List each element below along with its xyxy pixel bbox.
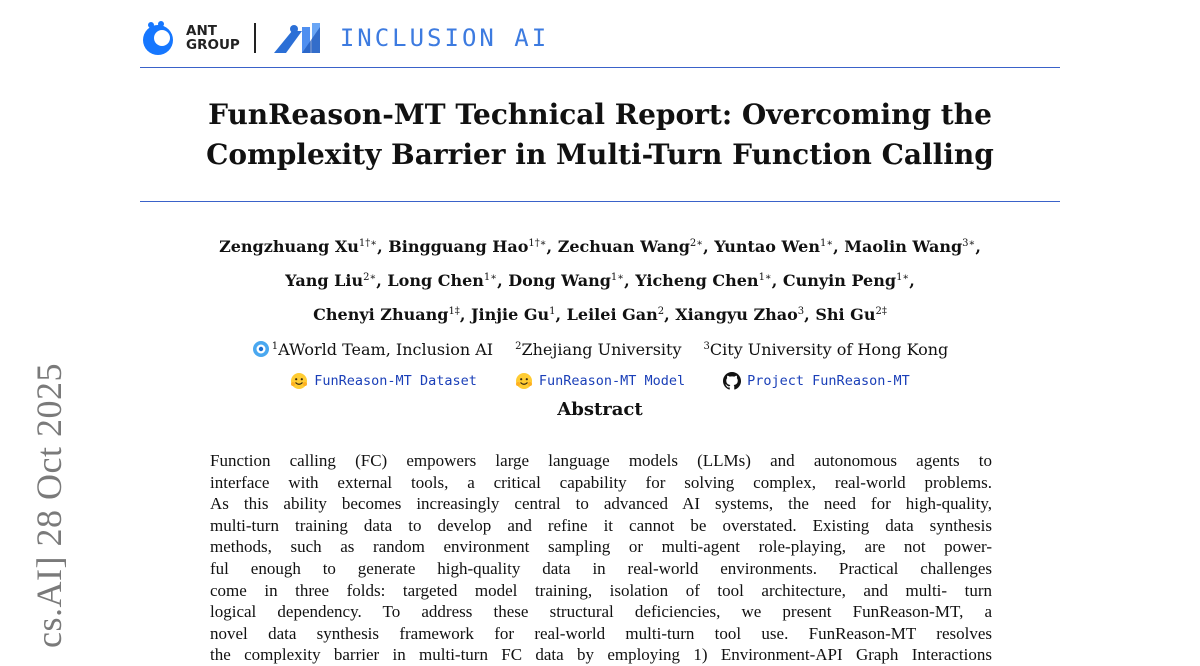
affiliation-number: 3 [703, 341, 710, 352]
ant-group-logo-icon [140, 20, 176, 56]
author-affiliation-marker: 1†∗ [528, 238, 547, 249]
author-name: Jinjie Gu [470, 305, 550, 324]
abstract-line: logical dependency. To address these structural deficiencies, we present FunReason-MT, a [210, 602, 992, 622]
affiliation-item [515, 340, 681, 359]
author-name: Bingguang Hao [388, 237, 529, 256]
resource-link-label: FunReason-MT Dataset [314, 373, 477, 389]
author-separator: , [703, 237, 715, 256]
author-affiliation-marker: 2‡ [875, 306, 887, 317]
author-separator: , [546, 237, 558, 256]
author-line [140, 298, 1060, 332]
author-name: Leilei Gan [566, 305, 658, 324]
author-name: Zengzhuang Xu [219, 237, 359, 256]
author-name: Yuntao Wen [714, 237, 820, 256]
resource-link-label: Project FunReason-MT [747, 373, 910, 389]
paper-title [140, 95, 1060, 175]
hugging-face-icon [290, 372, 308, 390]
author-separator: , [459, 305, 471, 324]
hugging-face-icon [515, 372, 533, 390]
ant-group-wordmark: ANT GROUP [186, 23, 240, 53]
abstract-heading: Abstract [557, 399, 643, 420]
author-affiliation-marker: 1∗ [610, 272, 625, 283]
affiliation-name: Zhejiang University [521, 340, 682, 359]
inclusion-ai-wordmark: INCLUSION AI [339, 24, 550, 52]
affiliation-number: 1 [271, 341, 279, 352]
author-name: Long Chen [387, 271, 484, 290]
header-divider-line [140, 67, 1060, 68]
author-name: Cunyin Peng [782, 271, 897, 290]
author-separator: , [497, 271, 509, 290]
github-icon [723, 372, 741, 390]
inclusion-ai-logo-icon [272, 21, 328, 55]
abstract-line: As this ability becomes increasingly central to advanced AI systems, the need for high-quality, [210, 494, 992, 514]
author-separator: , [376, 271, 388, 290]
author-line [140, 264, 1060, 298]
resource-link[interactable] [515, 372, 685, 390]
affiliation-name: City University of Hong Kong [709, 340, 949, 359]
resource-link[interactable] [723, 372, 910, 390]
abstract-line: methods, such as random environment sampling or multi-agent role-playing, are not power- [210, 537, 992, 557]
author-separator: , [555, 305, 567, 324]
affiliation-name: AWorld Team, Inclusion AI [278, 340, 494, 359]
author-name: Xiangyu Zhao [675, 305, 798, 324]
paper-title-line: FunReason-MT Technical Report: Overcoming the [208, 98, 992, 131]
author-affiliation-marker: 2∗ [363, 272, 377, 283]
abstract-line: Function calling (FC) empowers large language models (LLMs) and autonomous agents to [210, 451, 992, 470]
abstract-line: come in three folds: targeted model training, isolation of tool architecture, and multi- turn [210, 580, 992, 600]
author-separator: , [833, 237, 845, 256]
author-separator: , [909, 271, 915, 290]
author-name: Maolin Wang [844, 237, 963, 256]
abstract-line: multi-turn training data to develop and refine it cannot be overstated. Existing data synthesis [210, 515, 992, 535]
author-name: Yang Liu [285, 271, 364, 290]
author-separator: , [975, 237, 981, 256]
author-list [140, 230, 1060, 332]
author-separator: , [664, 305, 676, 324]
author-affiliation-marker: 1∗ [819, 238, 834, 249]
author-separator: , [624, 271, 636, 290]
resource-link-label: FunReason-MT Model [538, 373, 686, 389]
resource-link[interactable] [290, 372, 477, 390]
author-affiliation-marker: 1†∗ [358, 238, 378, 249]
author-separator: , [771, 271, 783, 290]
affiliation-item [252, 340, 493, 359]
author-separator: , [377, 237, 389, 256]
author-name: Zechuan Wang [557, 237, 690, 256]
author-affiliation-marker: 2∗ [689, 238, 704, 249]
abstract-line: novel data synthesis framework for real-world multi-turn tool use. FunReason-MT resolves [210, 623, 992, 643]
author-line [140, 230, 1060, 264]
author-affiliation-marker: 3∗ [962, 238, 976, 249]
logo-divider [254, 23, 256, 53]
author-affiliation-marker: 1∗ [896, 272, 910, 283]
abstract-line: interface with external tools, a critical capability for solving complex, real-world problems. [210, 472, 992, 492]
abstract-line: the complexity barrier in multi-turn FC data by employing 1) Environment-API Graph Interactions [210, 645, 992, 665]
abstract-line: ful enough to generate high-quality data in real-world environments. Practical challenges [210, 558, 992, 578]
header-logos [140, 10, 549, 66]
title-divider-line [140, 201, 1060, 202]
affiliation-item [703, 340, 948, 359]
author-affiliation-marker: 3 [797, 306, 805, 317]
author-affiliation-marker: 1∗ [483, 272, 498, 283]
author-name: Shi Gu [815, 305, 876, 324]
author-affiliation-marker: 1∗ [758, 272, 772, 283]
author-separator: , [804, 305, 816, 324]
author-name: Chenyi Zhuang [313, 305, 449, 324]
abstract-body [210, 450, 992, 666]
resource-links [140, 372, 1060, 390]
author-affiliation-marker: 2 [657, 306, 665, 317]
author-name: Yicheng Chen [635, 271, 759, 290]
aworld-icon [252, 340, 272, 359]
author-affiliation-marker: 1 [549, 306, 556, 317]
paper-title-line: Complexity Barrier in Multi-Turn Function Calling [206, 138, 994, 171]
author-affiliation-marker: 1‡ [448, 306, 460, 317]
arxiv-stamp: cs.AI] 28 Oct 2025 [29, 363, 69, 648]
author-name: Dong Wang [508, 271, 611, 290]
affiliation-list [140, 340, 1060, 359]
affiliation-number: 2 [515, 341, 522, 352]
